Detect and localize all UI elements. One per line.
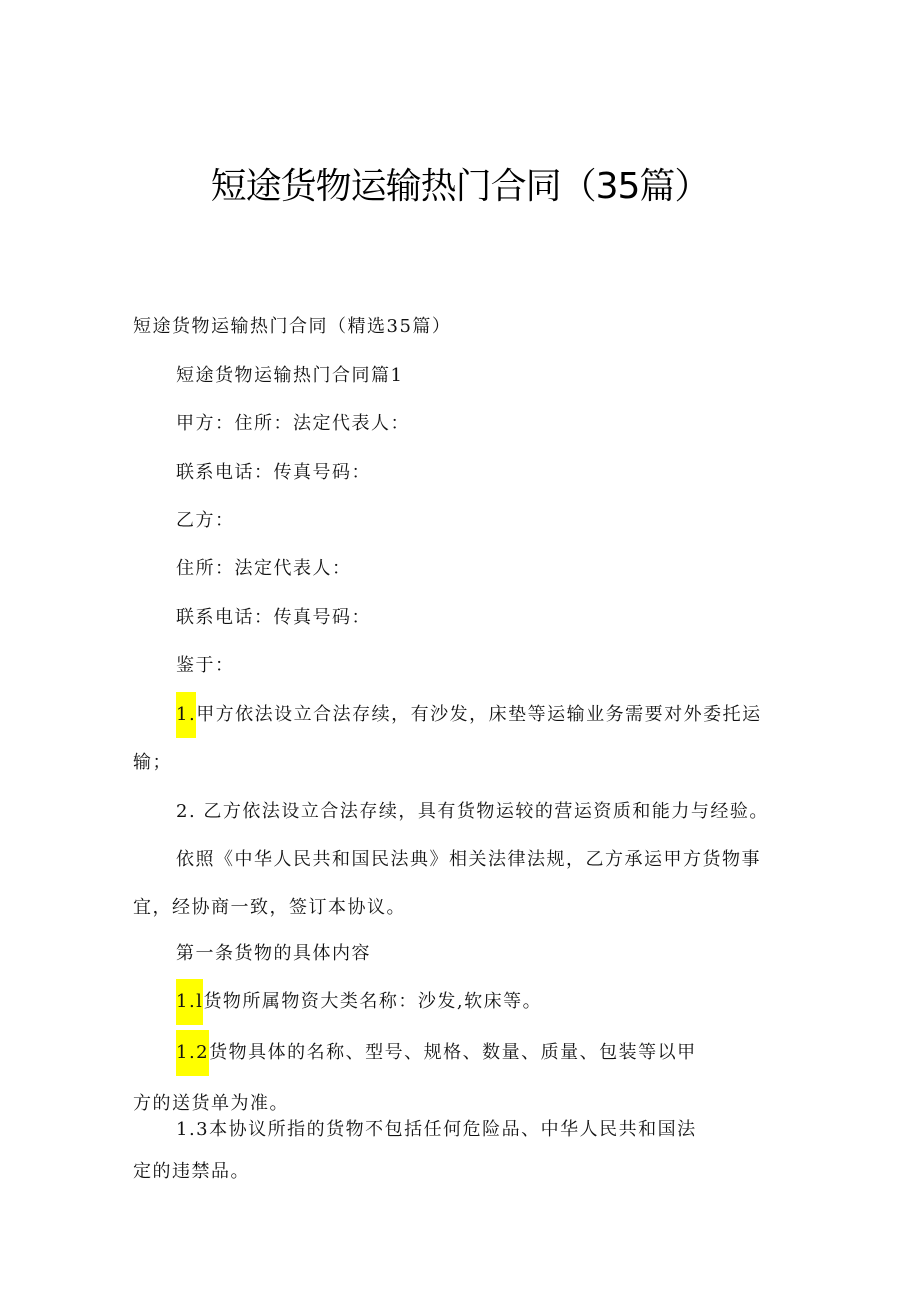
highlight-marker: 1. (176, 692, 196, 738)
party-a-line: 甲方：住所：法定代表人： (176, 413, 410, 434)
basis-paragraph: 依照《中华人民共和国民法典》相关法律法规，乙方承运甲方货物事 (176, 849, 761, 870)
document-title: 短途货物运输热门合同（35篇） (210, 166, 710, 207)
whereas-line: 鉴于： (176, 655, 235, 676)
highlight-marker: 1.2 (176, 1030, 209, 1076)
clause-1-2-text: 货物具体的名称、型号、规格、数量、质量、包装等以甲 (209, 1042, 697, 1063)
clause-1-1 (176, 990, 542, 1014)
party-b-line: 乙方： (176, 510, 235, 531)
whereas-item-1-continued: 输； (133, 752, 172, 773)
basis-paragraph-continued: 宜，经协商一致，签订本协议。 (133, 897, 406, 918)
highlight-marker: 1.l (176, 979, 203, 1025)
clause-1-1-text: 货物所属物资大类名称：沙发,软床等。 (203, 991, 543, 1012)
clause-1-3: 1.3本协议所指的货物不包括任何危险品、中华人民共和国法 (176, 1119, 697, 1140)
clause-1-3-continued: 定的违禁品。 (133, 1161, 250, 1182)
party-a-contact-line: 联系电话：传真号码： (176, 462, 371, 483)
party-b-contact-line: 联系电话：传真号码： (176, 607, 371, 628)
section-heading: 短途货物运输热门合同篇1 (176, 365, 404, 386)
whereas-item-1-text: 甲方依法设立合法存续，有沙发，床垫等运输业务需要对外委托运 (196, 704, 762, 725)
party-b-address-line: 住所：法定代表人： (176, 558, 352, 579)
document-subtitle: 短途货物运输热门合同（精选35篇） (133, 316, 452, 337)
whereas-item-2: 2. 乙方依法设立合法存续，具有货物运较的营运资质和能力与经验。 (176, 801, 769, 822)
clause-1-2-continued: 方的送货单为准。 (133, 1093, 289, 1114)
whereas-item-1 (176, 703, 762, 727)
clause-1-2 (176, 1041, 697, 1065)
article-1-heading: 第一条货物的具体内容 (176, 943, 371, 964)
